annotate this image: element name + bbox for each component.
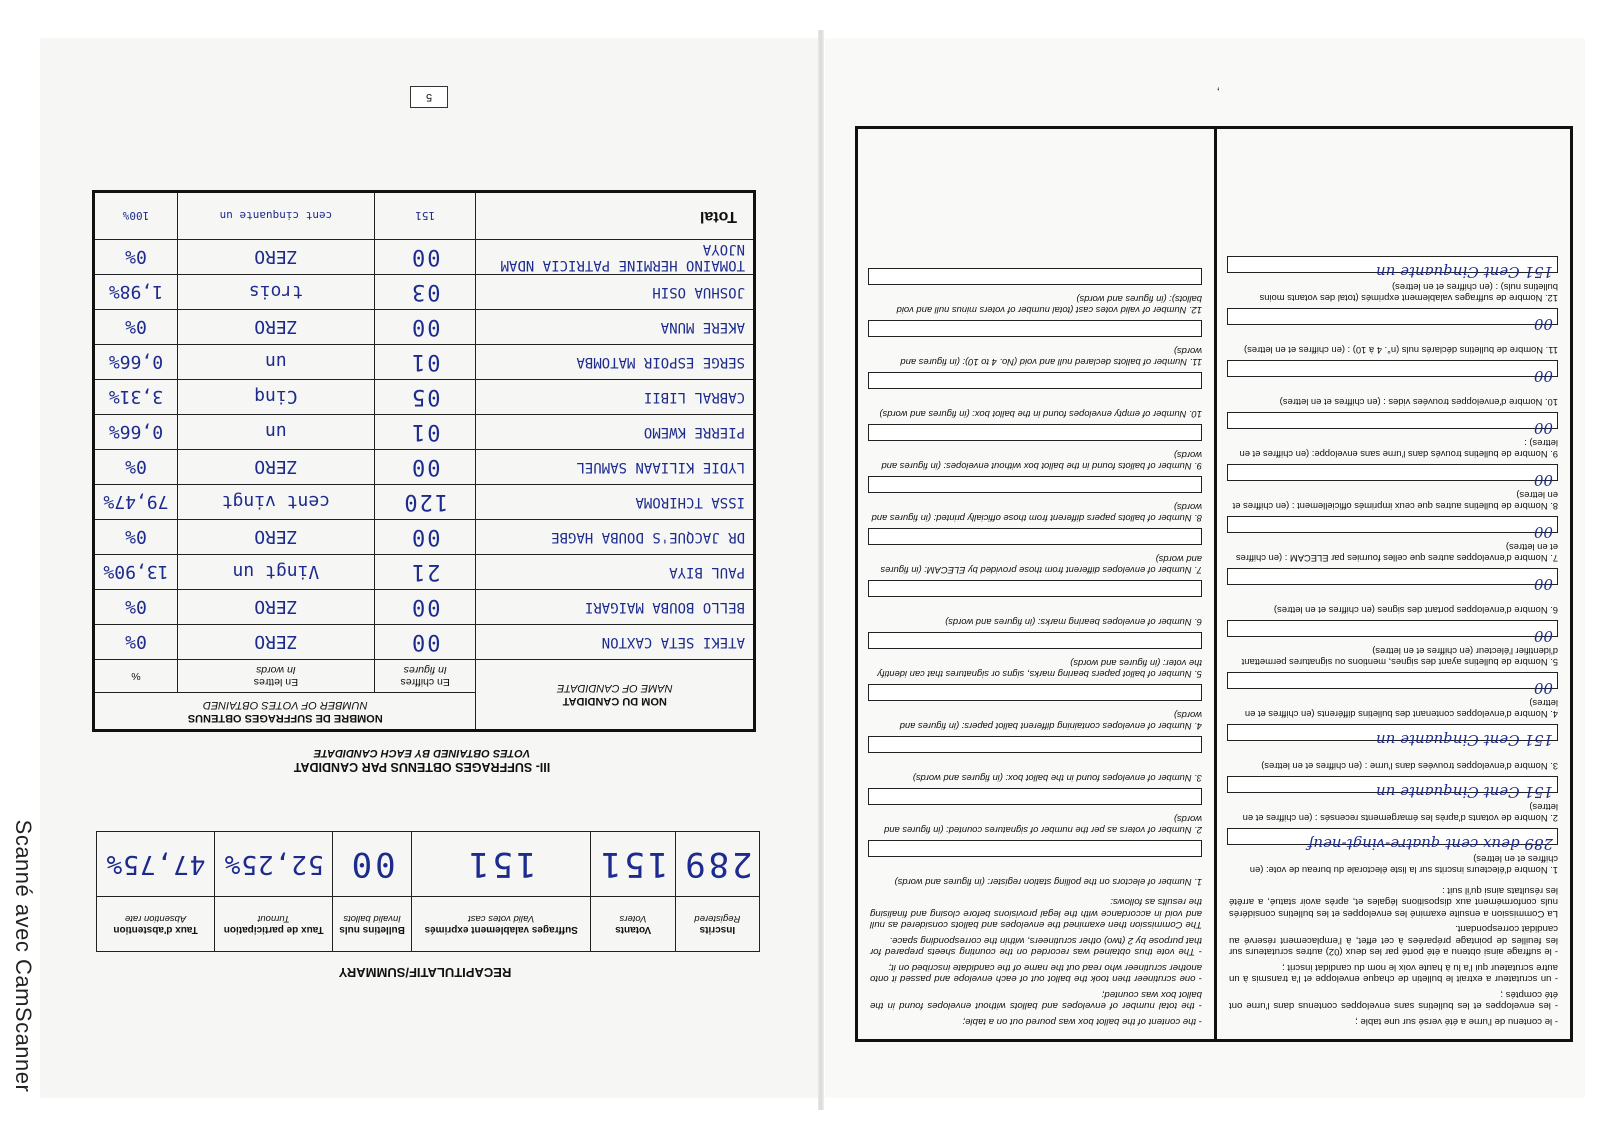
scanner-watermark bbox=[8, 808, 38, 1108]
candidate-figures: 00 bbox=[374, 625, 476, 660]
summary-header-valid: Suffrages valablement exprimés Valid votes cast bbox=[411, 897, 591, 952]
form-item-label: 12. Number of valid votes cast (total number of voters minus null and void ballots): (in figures and words) bbox=[896, 294, 1202, 316]
candidate-row bbox=[94, 240, 755, 275]
intro-paragraph: - les enveloppes et les bulletins sans enveloppes contenus dans l'urne ont été comptés ; bbox=[1229, 989, 1558, 1012]
form-item bbox=[1227, 409, 1558, 461]
total-figures: 151 bbox=[374, 192, 476, 240]
candidate-name: SERGE ESPOIR MATOMBA bbox=[476, 345, 755, 380]
candidate-figures: 05 bbox=[374, 380, 476, 415]
results-form bbox=[855, 126, 1573, 1042]
form-item-label: 4. Nombre d'enveloppes contenant des bulletins différents (en chiffres et en lettres) bbox=[1244, 698, 1558, 721]
intro-paragraph: - un scrutateur a extrait le bulletin de chaque enveloppe et l'a transmis à un autre scrutateur qui l'a lu à haute voix le nom du candidat inscrit ; bbox=[1229, 962, 1558, 985]
form-item-field[interactable] bbox=[868, 268, 1202, 285]
intro-paragraph: - le contenu de l'urne a été versé sur une table ; bbox=[1355, 1016, 1558, 1027]
form-item-value: 151 Cent Cinquante un bbox=[1375, 783, 1553, 802]
form-item-field[interactable] bbox=[868, 476, 1202, 493]
intro-paragraph: - the total number of envelopes and ballots without envelopes found in the ballot box was counted; bbox=[870, 989, 1202, 1012]
summary-header-voters: Votants Voters bbox=[591, 897, 675, 952]
candidate-percent: 0% bbox=[94, 310, 178, 345]
candidate-figures: 00 bbox=[374, 450, 476, 485]
summary-value-invalid: 00 bbox=[333, 832, 412, 897]
votes-title: III- SUFFRAGES OBTENUS PAR CANDIDAT VOTES OBTAINED BY EACH CANDIDATE bbox=[293, 747, 551, 774]
candidate-percent: 0% bbox=[94, 590, 178, 625]
form-item-label: 3. Number of envelopes found in the ballot box: (in figures and words) bbox=[912, 773, 1202, 784]
candidate-percent: 3,31% bbox=[94, 380, 178, 415]
form-item-value: 00 bbox=[1533, 419, 1553, 438]
form-item-value: 00 bbox=[1533, 627, 1553, 646]
form-item bbox=[1227, 513, 1558, 565]
votes-section bbox=[88, 194, 756, 774]
french-intro bbox=[1217, 877, 1570, 1040]
form-item-field[interactable] bbox=[868, 632, 1202, 649]
form-item bbox=[1227, 669, 1558, 721]
form-item-value: 151 Cent Cinquante un bbox=[1375, 263, 1553, 282]
form-item bbox=[1227, 461, 1558, 513]
candidate-words: ZERO bbox=[177, 520, 374, 555]
summary-header-invalid: Bulletins nuls Invalid ballots bbox=[333, 897, 412, 952]
form-item bbox=[868, 472, 1202, 524]
form-item-label: 4. Number of envelopes containing different ballot papers: (in figures and words) bbox=[899, 710, 1202, 732]
intro-paragraph: The Commission then examined the envelopes and ballots considered as null and void in accordance with the legal provisions before closing and finalising the results as follows: bbox=[870, 896, 1202, 931]
form-item-value: 289 deux cent quatre-vingt-neuf bbox=[1307, 835, 1553, 854]
candidate-name: ISSA TCHIROMA bbox=[476, 485, 755, 520]
candidate-figures: 03 bbox=[374, 275, 476, 310]
form-item-label: 1. Number of electors on the polling station register: (in figures and words) bbox=[894, 877, 1202, 888]
summary-value-abstention: 47,75% bbox=[97, 832, 215, 897]
page-fold bbox=[818, 30, 824, 1110]
form-item-field[interactable] bbox=[1227, 413, 1558, 438]
votes-table bbox=[92, 190, 756, 732]
candidate-name: BELLO BOUBA MAIGARI bbox=[476, 590, 755, 625]
summary-value-voters: 151 bbox=[591, 832, 675, 897]
form-item bbox=[868, 368, 1202, 420]
form-item bbox=[1227, 825, 1558, 877]
candidate-words: cent vingt bbox=[177, 485, 374, 520]
form-item-field[interactable] bbox=[1227, 777, 1558, 802]
form-item bbox=[868, 316, 1202, 368]
form-item bbox=[1227, 357, 1558, 409]
english-items bbox=[858, 264, 1214, 888]
french-items bbox=[1217, 253, 1570, 877]
form-item-label: 8. Number of ballots papers different from those officially printed: (in figures and words) bbox=[871, 502, 1202, 524]
form-item-value: 00 bbox=[1533, 575, 1553, 594]
form-item-field[interactable] bbox=[868, 372, 1202, 389]
form-item-label: 5. Number of ballot papers bearing marks, signs or signatures that can identify the voter: (in figures and words) bbox=[877, 658, 1202, 680]
form-item bbox=[868, 264, 1202, 316]
candidate-words: un bbox=[177, 415, 374, 450]
form-item bbox=[1227, 305, 1558, 357]
summary-header-registered: Inscrits Registered bbox=[675, 897, 759, 952]
form-item-label: 9. Nombre de bulletins trouvés dans l'urne sans enveloppe: (en chiffres et en lettres) : bbox=[1239, 438, 1558, 461]
intro-paragraph: - The vote thus obtained was recorded on the counting sheets prepared for that purpose by 2 (two) other scrutineers, within the corresponding space. bbox=[870, 935, 1202, 958]
candidate-words: ZERO bbox=[177, 625, 374, 660]
candidate-percent: 0% bbox=[94, 625, 178, 660]
candidate-figures: 01 bbox=[374, 345, 476, 380]
form-item-value: 00 bbox=[1533, 679, 1553, 698]
candidate-words: ZERO bbox=[177, 590, 374, 625]
form-item-field[interactable] bbox=[1227, 725, 1558, 750]
form-item-field[interactable] bbox=[1227, 309, 1558, 334]
total-words: cent cinquante un bbox=[177, 192, 374, 240]
candidate-name: LYDIE KILIAAN SAMUEL bbox=[476, 450, 755, 485]
form-item-label: 7. Number of envelopes different from those provided by ELECAM: (in figures and words) bbox=[880, 554, 1202, 576]
form-item-label: 9. Number of ballots found in the ballot box without envelopes: (in figures and words) bbox=[881, 450, 1202, 472]
form-item bbox=[1227, 253, 1558, 305]
votes-total-row bbox=[94, 192, 755, 240]
summary-header-abstention: Taux d'abstention Absention rate bbox=[97, 897, 215, 952]
candidate-name: ATEKI SETA CAXTON bbox=[476, 625, 755, 660]
english-column bbox=[858, 129, 1214, 1039]
form-item bbox=[868, 680, 1202, 732]
form-item-field[interactable] bbox=[868, 424, 1202, 441]
form-item-label: 6. Number of envelopes bearing marks: (in figures and words) bbox=[945, 617, 1202, 628]
intro-paragraph: - le suffrage ainsi obtenu a été porté par les deux (02) autres scrutateurs sur les feuilles de pointage préparées à cet effet, à l'emplacement réservé au candidat correspondant. bbox=[1229, 923, 1558, 958]
candidate-name: AKERE MUNA bbox=[476, 310, 755, 345]
form-item-value: 00 bbox=[1533, 523, 1553, 542]
candidate-figures: 00 bbox=[374, 240, 476, 275]
total-label: Total bbox=[476, 192, 755, 240]
form-item bbox=[868, 784, 1202, 836]
english-intro bbox=[858, 888, 1214, 1039]
candidate-row bbox=[94, 625, 755, 660]
form-item-label: 11. Nombre de bulletins déclarés nuls (n°. 4 à 10) : (en chiffres et en lettres) bbox=[1244, 345, 1558, 357]
candidate-percent: 0% bbox=[94, 240, 178, 275]
summary-value-registered: 289 bbox=[675, 832, 759, 897]
candidate-figures: 00 bbox=[374, 590, 476, 625]
form-item-field[interactable] bbox=[1227, 257, 1558, 282]
candidate-row bbox=[94, 555, 755, 590]
form-item bbox=[868, 524, 1202, 576]
form-item-value: 151 Cent Cinquante un bbox=[1375, 731, 1553, 750]
candidate-name: PAUL BIYA bbox=[476, 555, 755, 590]
candidate-percent: 1,98% bbox=[94, 275, 178, 310]
intro-paragraph: La Commission a ensuite examiné les enveloppes et les bulletins considérés nuls conformément aux dispositions légales et, après avoir statué, a arrêté les résultats ainsi qu'il suit : bbox=[1229, 885, 1558, 919]
form-item-label: 12. Nombre de suffrages valablement exprimés (total des votants moins bulletins nuls) : (en chiffres et en lettres) bbox=[1259, 282, 1558, 305]
candidate-name: PIERRE KWEMO bbox=[476, 415, 755, 450]
header-percent: % bbox=[94, 660, 178, 693]
candidate-figures: 00 bbox=[374, 310, 476, 345]
form-item-field[interactable] bbox=[1227, 465, 1558, 490]
form-item-field[interactable] bbox=[1227, 673, 1558, 698]
form-item-field[interactable] bbox=[868, 736, 1202, 753]
candidate-percent: 0% bbox=[94, 450, 178, 485]
header-words: En lettres In words bbox=[177, 660, 374, 693]
form-item-field[interactable] bbox=[1227, 621, 1558, 646]
scanner-label: Scanné avec CamScanner bbox=[11, 819, 36, 1093]
form-item-label: 2. Nombre de votants d'après les émargements recensés : (en chiffres et en lettres) bbox=[1242, 802, 1558, 825]
candidate-row bbox=[94, 415, 755, 450]
form-item-label: 2. Number of voters as per the number of signatures counted: (in figures and words) bbox=[884, 814, 1202, 836]
candidate-name: TOMAINO HERMINE PATRICIA NDAM NJOYA bbox=[476, 240, 755, 275]
candidate-row bbox=[94, 380, 755, 415]
candidate-figures: 01 bbox=[374, 415, 476, 450]
form-item-field[interactable] bbox=[868, 528, 1202, 545]
form-item bbox=[868, 420, 1202, 472]
header-votes: NOMBRE DE SUFFRAGES OBTENUS NUMBER OF VOTES OBTAINED bbox=[94, 693, 477, 731]
candidate-words: Vingt un bbox=[177, 555, 374, 590]
candidate-row bbox=[94, 310, 755, 345]
summary-title: RECAPITULATIF/SUMMARY bbox=[338, 965, 512, 980]
form-item bbox=[868, 576, 1202, 628]
candidate-name: JOSHUA OSIH bbox=[476, 275, 755, 310]
candidate-words: ZERO bbox=[177, 310, 374, 345]
candidate-name: DR JACQUE'S DOUBA HAGBE bbox=[476, 520, 755, 555]
candidate-percent: 13,90% bbox=[94, 555, 178, 590]
form-item-label: 10. Number of empty envelopes found in the ballot box: (in figures and words) bbox=[879, 409, 1202, 420]
form-item bbox=[868, 836, 1202, 888]
summary-value-valid: 151 bbox=[411, 832, 591, 897]
candidate-words: ZERO bbox=[177, 450, 374, 485]
candidate-row bbox=[94, 485, 755, 520]
form-item-field[interactable] bbox=[868, 788, 1202, 805]
form-item-value: 00 bbox=[1533, 471, 1553, 490]
candidate-words: ZERO bbox=[177, 240, 374, 275]
form-item-field[interactable] bbox=[868, 840, 1202, 857]
french-column bbox=[1214, 129, 1570, 1039]
candidate-words: Cinq bbox=[177, 380, 374, 415]
form-item-label: 7. Nombre d'enveloppes autres que celles fournies par ELECAM : (en chiffres et en lettres) bbox=[1235, 542, 1558, 565]
form-item-label: 8. Nombre de bulletins autres que ceux imprimés officiellement : (en chiffres et en lettres) bbox=[1232, 490, 1558, 513]
page-number: 5 bbox=[410, 86, 448, 108]
form-item-label: 10. Nombre d'enveloppes trouvées vides : (en chiffres et en lettres) bbox=[1279, 397, 1558, 409]
summary-section bbox=[90, 828, 760, 980]
candidate-words: trois bbox=[177, 275, 374, 310]
form-item-label: 1. Nombre d'électeurs inscrits sur la liste électorale du bureau de vote: (en chiffres et en lettres) bbox=[1249, 854, 1558, 877]
candidate-row bbox=[94, 345, 755, 380]
form-item bbox=[1227, 617, 1558, 669]
candidate-percent: 0,66% bbox=[94, 345, 178, 380]
form-item-field[interactable] bbox=[868, 580, 1202, 597]
header-figures: En chiffres In figures bbox=[374, 660, 476, 693]
form-item-field[interactable] bbox=[868, 684, 1202, 701]
header-candidate: NOM DU CANDIDAT NAME OF CANDIDATE bbox=[476, 660, 755, 731]
summary-table bbox=[96, 831, 760, 952]
form-item-field[interactable] bbox=[1227, 829, 1558, 854]
candidate-words: un bbox=[177, 345, 374, 380]
form-item-label: 6. Nombre d'enveloppes portant des signes (en chiffres et en lettres) bbox=[1273, 605, 1558, 617]
form-item-value: 00 bbox=[1533, 367, 1553, 386]
form-item-label: 3. Nombre d'enveloppes trouvées dans l'urne : (en chiffres et en lettres) bbox=[1261, 761, 1558, 773]
form-item bbox=[868, 732, 1202, 784]
candidate-row bbox=[94, 450, 755, 485]
summary-value-turnout: 52,25% bbox=[215, 832, 333, 897]
total-percent: 100% bbox=[94, 192, 178, 240]
form-item bbox=[868, 628, 1202, 680]
candidate-row bbox=[94, 520, 755, 555]
candidate-row bbox=[94, 275, 755, 310]
candidate-percent: 0,66% bbox=[94, 415, 178, 450]
candidate-name: CABRAL LIBII bbox=[476, 380, 755, 415]
form-item bbox=[1227, 565, 1558, 617]
form-item-label: 11. Number of ballots declared null and void (No. 4 to 10): (in figures and words) bbox=[900, 346, 1202, 368]
candidate-percent: 0% bbox=[94, 520, 178, 555]
intro-paragraph: - the content of the ballot box was poured out on a table; bbox=[962, 1016, 1202, 1027]
intro-paragraph: - one scrutineer then took the ballot out of each envelope and passed it onto another scrutineer who read out the name of the candidate inscribed on it; bbox=[870, 962, 1202, 985]
form-item-field[interactable] bbox=[868, 320, 1202, 337]
page-number-right: , bbox=[1216, 86, 1220, 100]
form-item-field[interactable] bbox=[1227, 517, 1558, 542]
candidate-row bbox=[94, 590, 755, 625]
summary-header-turnout: Taux de participation Turnout bbox=[215, 897, 333, 952]
candidate-percent: 79,47% bbox=[94, 485, 178, 520]
candidate-figures: 120 bbox=[374, 485, 476, 520]
candidate-figures: 00 bbox=[374, 520, 476, 555]
form-item-field[interactable] bbox=[1227, 569, 1558, 594]
candidate-figures: 21 bbox=[374, 555, 476, 590]
form-item-value: 00 bbox=[1533, 315, 1553, 334]
form-item bbox=[1227, 773, 1558, 825]
form-item-field[interactable] bbox=[1227, 361, 1558, 386]
form-item bbox=[1227, 721, 1558, 773]
form-item-label: 5. Nombre de bulletins ayant des signes, mentions ou signatures permettant d'identifier l'électeur (en chiffres et en lettres) bbox=[1241, 646, 1558, 669]
